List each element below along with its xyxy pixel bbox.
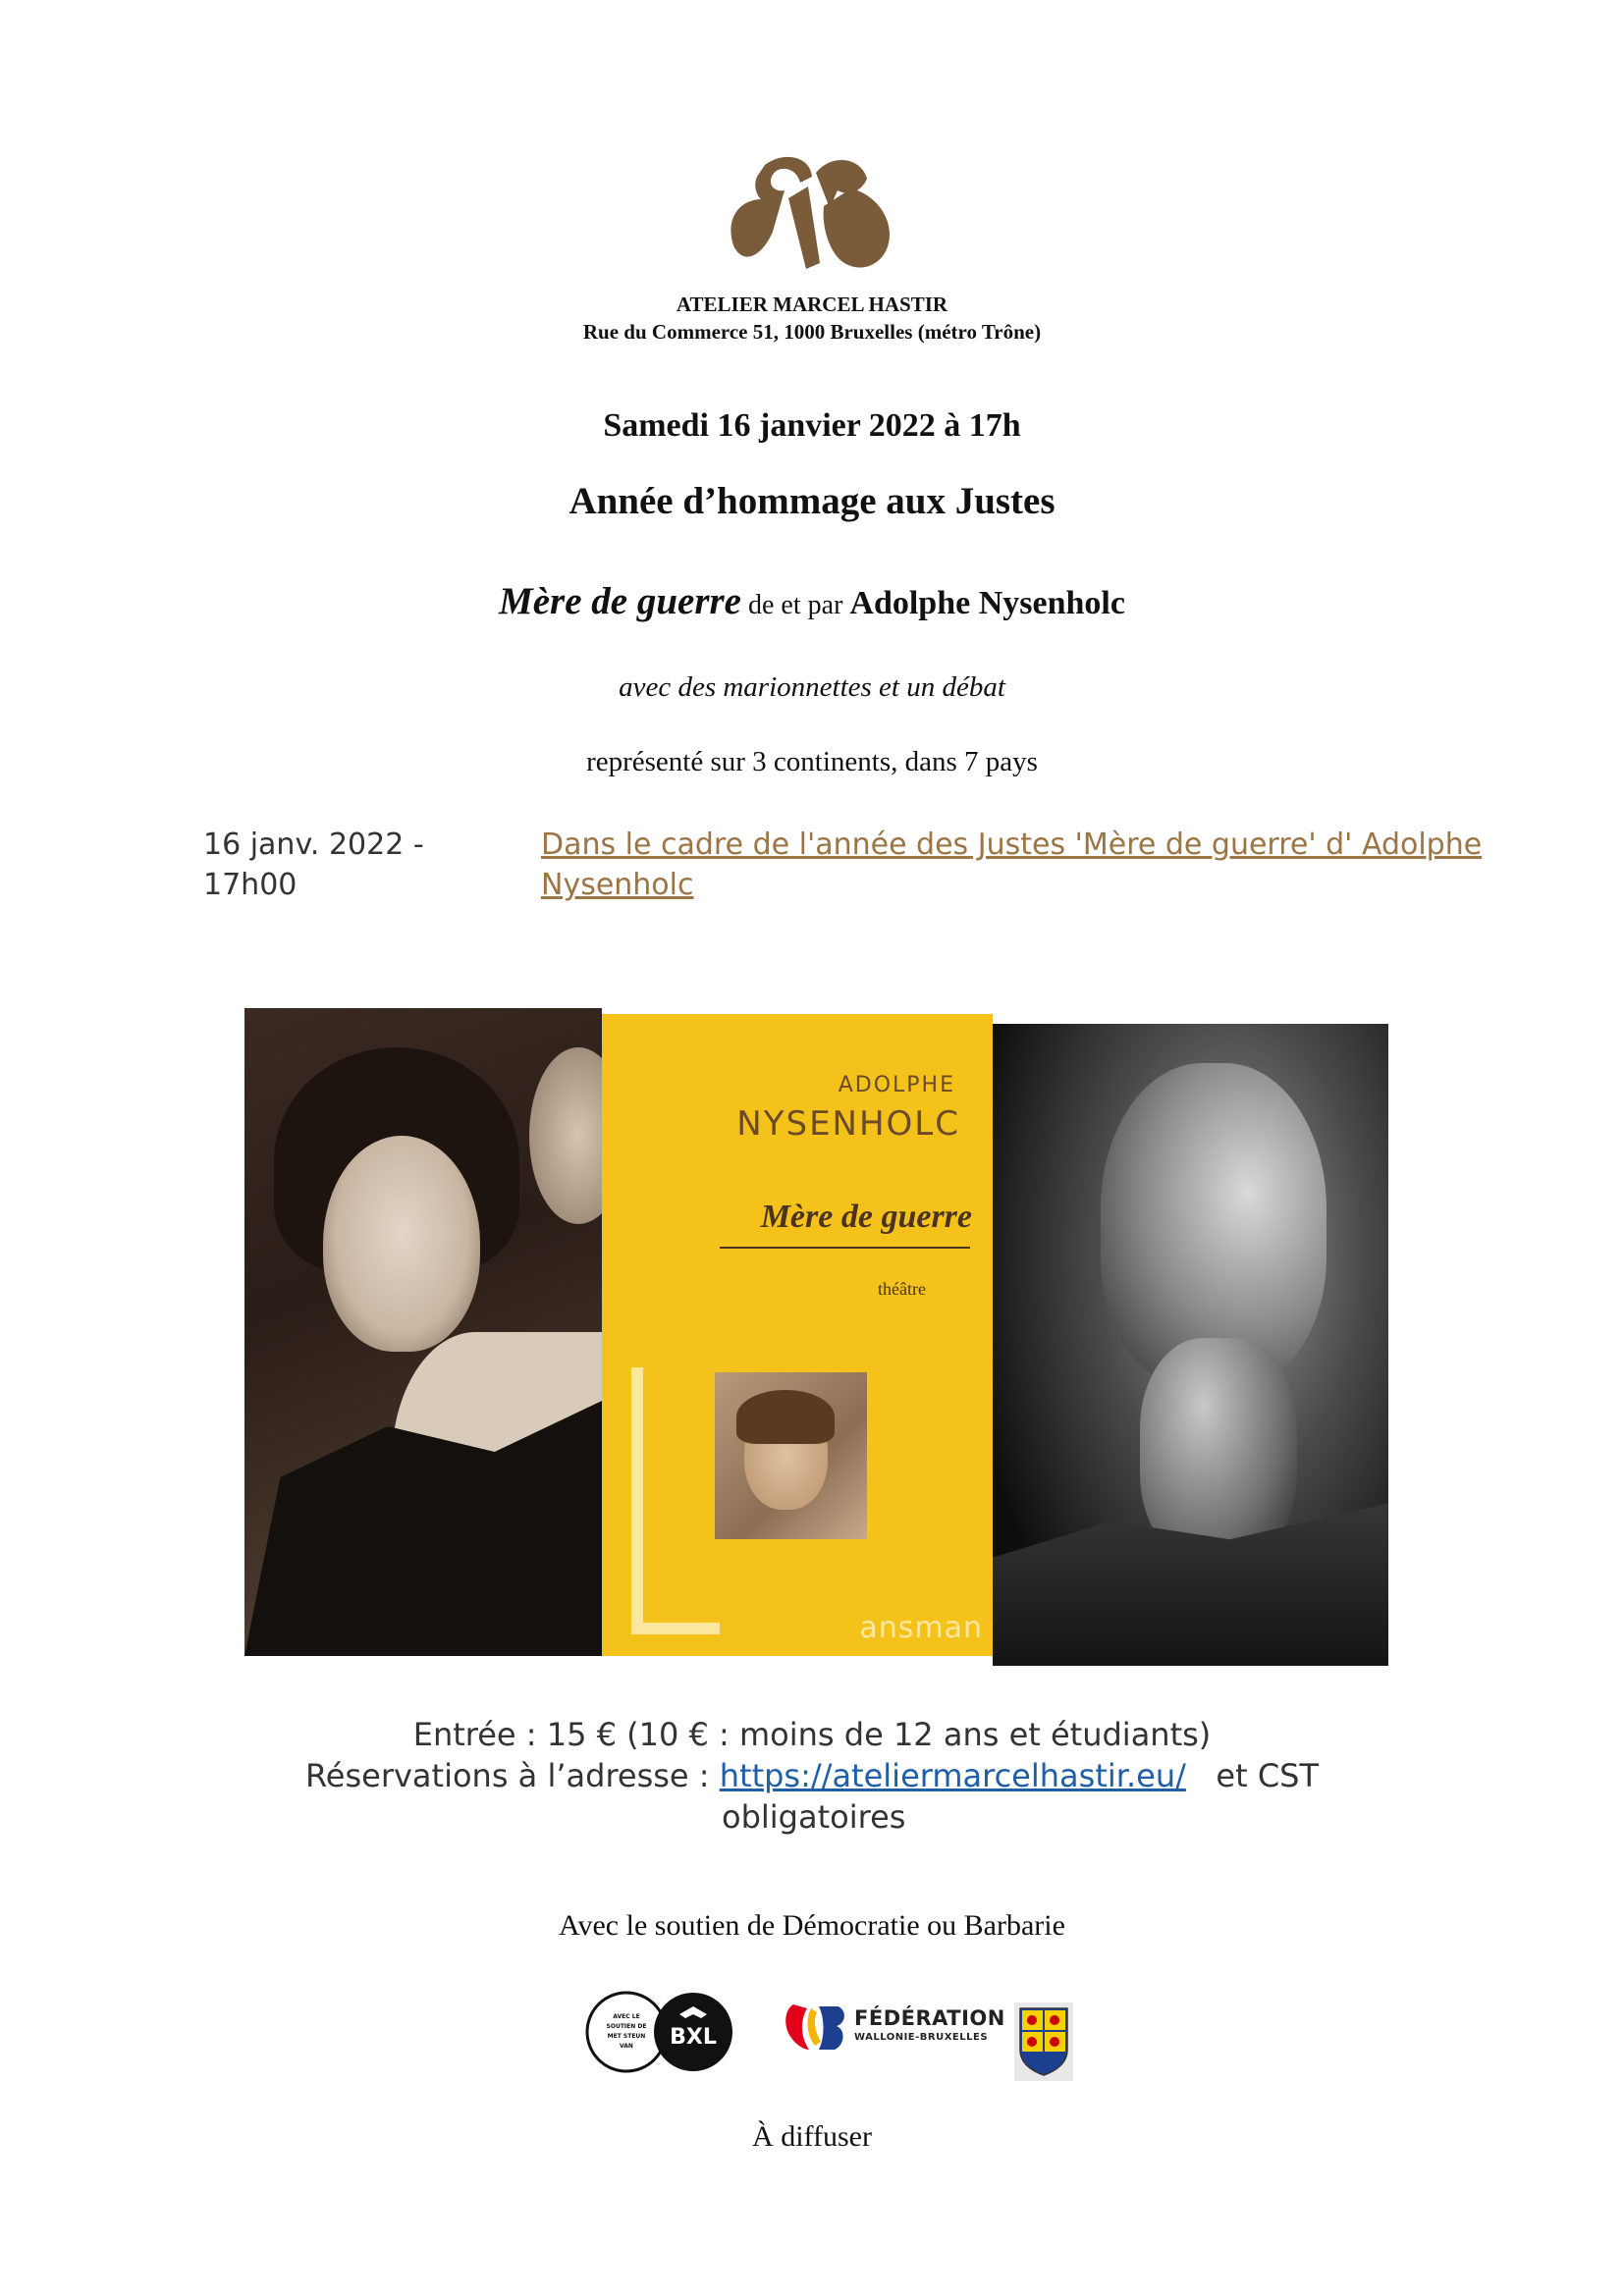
coat-of-arms-icon xyxy=(1014,2002,1073,2081)
reservation-link[interactable]: https://ateliermarcelhastir.eu/ xyxy=(719,1757,1186,1794)
reservation-prefix: Réservations à l’adresse : xyxy=(304,1757,720,1794)
listing-date: 16 janv. 2022 - 17h00 xyxy=(203,828,424,902)
fwb-text-line2: WALLONIE-BRUXELLES xyxy=(854,2032,989,2043)
book-genre: théâtre xyxy=(878,1279,926,1299)
show-tour-note: représenté sur 3 continents, dans 7 pays xyxy=(586,746,1038,777)
bxl-badge-text: BXL xyxy=(670,2025,717,2050)
mother-portrait-photo xyxy=(244,1008,602,1656)
show-author: Adolphe Nysenholc xyxy=(849,585,1125,621)
show-credit-connector: de et par xyxy=(741,590,850,620)
book-title: Mère de guerre xyxy=(760,1199,972,1235)
book-cover-photo xyxy=(715,1372,867,1539)
fwb-mark-icon xyxy=(780,1999,848,2057)
event-date-heading: Samedi 16 janvier 2022 à 17h xyxy=(603,407,1021,444)
venue-address: Rue du Commerce 51, 1000 Bruxelles (métro Trône) xyxy=(582,320,1042,344)
show-subtitle: avec des marionnettes et un débat xyxy=(619,671,1005,703)
event-theme-heading: Année d’hommage aux Justes xyxy=(568,480,1056,522)
show-title: Mère de guerre xyxy=(499,580,741,622)
reservation-line xyxy=(0,1757,1624,1794)
venue-name: ATELIER MARCEL HASTIR xyxy=(676,293,948,316)
svg-text:VAN: VAN xyxy=(620,2043,633,2050)
reservation-suffix-line2: obligatoires xyxy=(722,1798,906,1836)
book-title-rule xyxy=(720,1247,970,1249)
distribution-note: À diffuser xyxy=(752,2120,872,2153)
brussels-city-logo xyxy=(585,1989,742,2075)
atelier-logo xyxy=(714,147,910,277)
book-author-last: NYSENHOLC xyxy=(736,1104,960,1144)
support-credit: Avec le soutien de Démocratie ou Barbarie xyxy=(559,1909,1065,1942)
svg-text:AVEC LE: AVEC LE xyxy=(613,2013,640,2020)
publisher-l-mark xyxy=(631,1367,643,1632)
svg-text:MET STEUN: MET STEUN xyxy=(607,2033,646,2040)
book-cover-image xyxy=(602,1014,993,1656)
book-author-first: ADOLPHE xyxy=(838,1073,955,1097)
book-publisher: ansman xyxy=(859,1611,983,1645)
fwb-text-line1: FÉDÉRATION xyxy=(854,2006,1005,2030)
svg-text:SOUTIEN DE: SOUTIEN DE xyxy=(606,2023,647,2030)
listing-event-link[interactable]: Dans le cadre de l'année des Justes 'Mère de guerre' d' Adolphe Nysenholc xyxy=(541,828,1483,902)
entry-price: Entrée : 15 € (10 € : moins de 12 ans et étudiants) xyxy=(412,1716,1212,1753)
federation-wallonie-bruxelles-logo xyxy=(780,1999,1015,2057)
author-portrait-photo xyxy=(993,1024,1388,1666)
show-title-line xyxy=(0,579,1624,623)
reservation-suffix: et CST xyxy=(1185,1757,1320,1794)
